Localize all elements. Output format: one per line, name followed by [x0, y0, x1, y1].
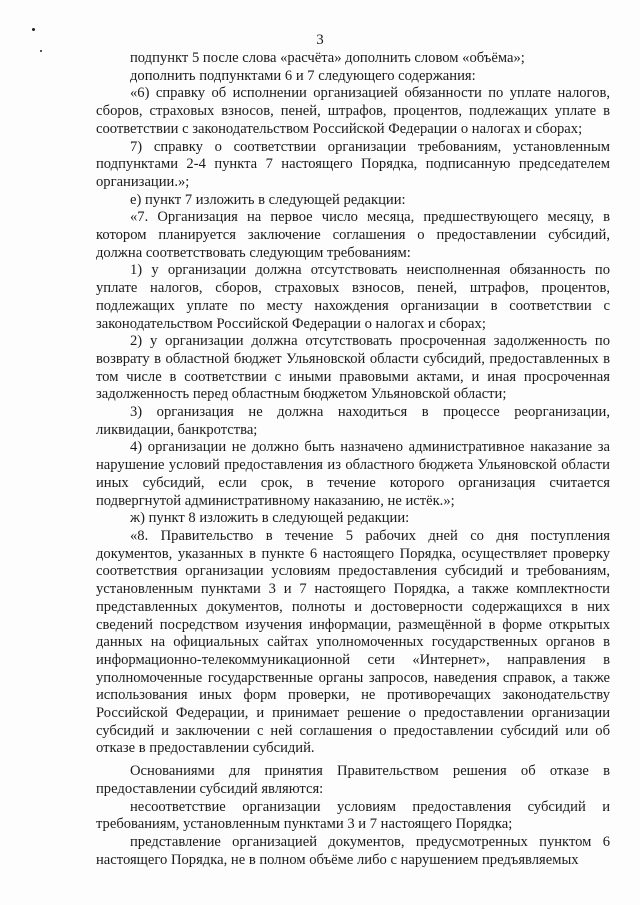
paragraph: е) пункт 7 изложить в следующей редакции: — [130, 191, 406, 208]
scan-speck — [40, 50, 42, 52]
paragraph: «6) справку об исполнении организацией обязанности по уплате налогов, сборов, страховых взносов, пеней, штрафов, процентов, подлежащих уплате в соответствии с законодательством Российской Федерации о налогах и сборах; — [96, 85, 610, 137]
paragraph: 3) организация не должна находиться в процессе реорганизации, ликвидации, банкротства; — [96, 404, 610, 438]
paragraph: дополнить подпунктами 6 и 7 следующего содержания: — [130, 67, 476, 84]
paragraph: Основаниями для принятия Правительством решения об отказе в предоставлении субсидий являются: — [96, 763, 610, 797]
paragraph: подпункт 5 после слова «расчёта» дополнить словом «объёма»; — [130, 50, 525, 66]
paragraph: 1) у организации должна отсутствовать неисполненная обязанность по уплате налогов, сборов, страховых взносов, пеней, штрафов, процентов, подлежащих уплате по месту нахождения организации в соответствии с законодательством Российской Федерации о налогах и сборах; — [96, 262, 610, 332]
scan-speck — [32, 28, 35, 31]
paragraph: 4) организации не должно быть назначено административное наказание за нарушение условий предоставления из областного бюджета Ульяновской области иных субсидий, если срок, в течение которого организация считается подвергнутой административному наказанию, не истёк.»; — [96, 439, 610, 509]
page-number: 3 — [316, 32, 324, 48]
paragraph: 2) у организации должна отсутствовать просроченная задолженность по возврату в областной бюджет Ульяновской области субсидий, предоставленных в том числе в соответствии с иными правовыми актами, и иная просроченная задолженность перед областным бюджетом Ульяновской области; — [96, 333, 610, 403]
paragraph: ж) пункт 8 изложить в следующей редакции: — [130, 510, 410, 527]
paragraph: 7) справку о соответствии организации требованиям, установленным подпунктами 2-4 пункта 7 настоящего Порядка, подписанную председателем организации.»; — [96, 138, 610, 190]
paragraph: представление организацией документов, предусмотренных пунктом 6 настоящего Порядка, не в полном объёме либо с нарушением предъявляемых — [96, 833, 610, 868]
paragraph: «8. Правительство в течение 5 рабочих дней со дня поступления документов, указанных в пункте 6 настоящего Порядка, осуществляет проверку соответствия организации условиям предоставления субсидий и требованиям, установленным пунктами 3 и 7 настоящего Порядка, а также комплектности представленных документов, полноты и достоверности содержащихся в них сведений посредством изучения информации, размещённой в форме открытых данных на официальных сайтах уполномоченных государственных органов в информационно-телекоммуникационной сети «Интернет», направления в уполномоченные государственные органы запросов, наведения справок, а также использования иных форм проверки, не противоречащих законодательству Российской Федерации, и принимает решение о предоставлении организации субсидий и заключении с ней соглашения о предоставлении субсидий или об отказе в предоставлении субсидий. — [96, 527, 610, 757]
paragraph: несоответствие организации условиям предоставления субсидий и требованиям, установленным пунктами 3 и 7 настоящего Порядка; — [96, 798, 610, 833]
document-body — [96, 50, 610, 869]
paragraph: «7. Организация на первое число месяца, предшествующего месяцу, в котором планируется заключение соглашения о предоставлении субсидий, должна соответствовать следующим требованиям: — [96, 209, 610, 261]
